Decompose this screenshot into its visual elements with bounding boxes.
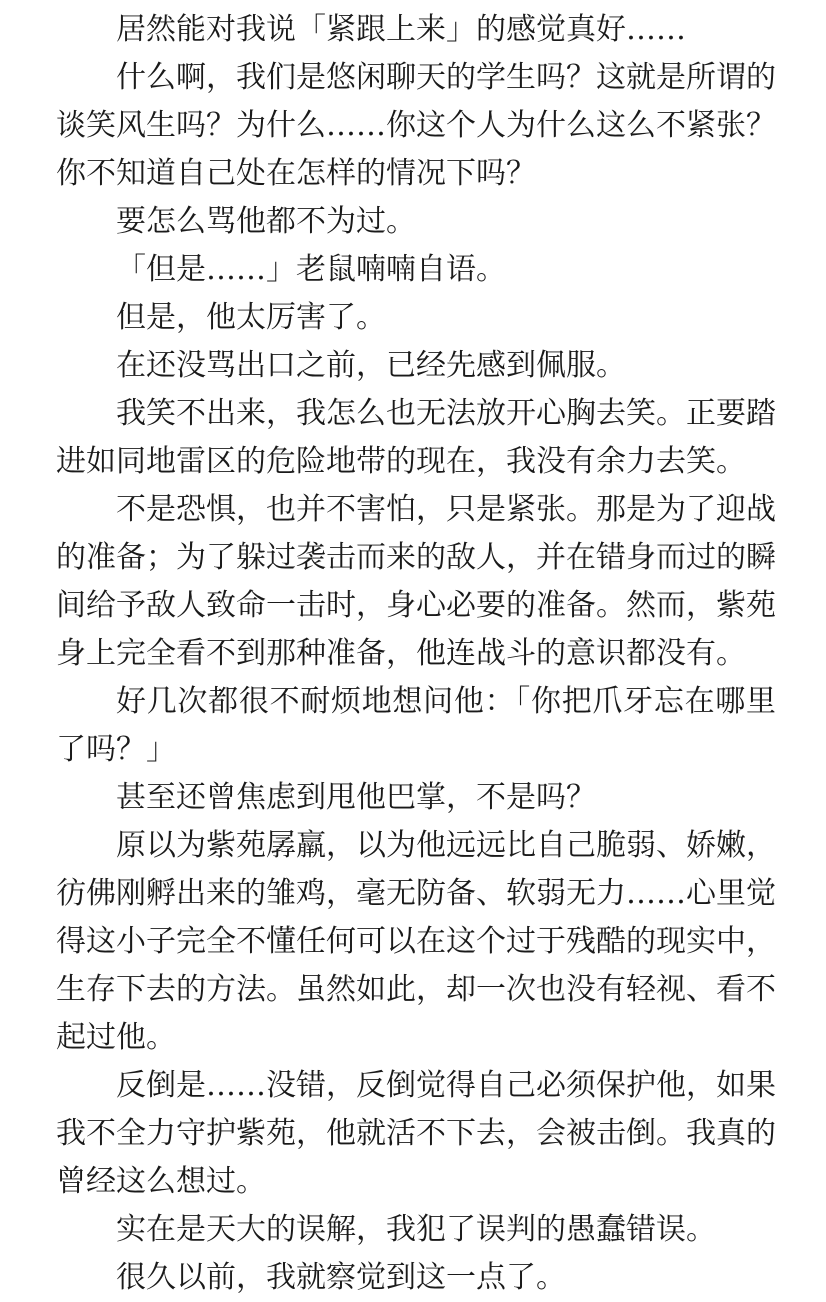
paragraph: 好几次都很不耐烦地想问他：「你把爪牙忘在哪里了吗？」: [56, 684, 776, 767]
paragraph: 我笑不出来，我怎么也无法放开心胸去笑。正要踏进如同地雷区的危险地带的现在，我没有余力去笑。: [56, 396, 776, 479]
document-page: [56, 6, 776, 1302]
paragraph: 居然能对我说「紧跟上来」的感觉真好……: [116, 12, 686, 47]
paragraph: 但是，他太厉害了。: [116, 300, 386, 335]
paragraph: 不是恐惧，也并不害怕，只是紧张。那是为了迎战的准备；为了躲过袭击而来的敌人，并在错身而过的瞬间给予敌人致命一击时，身心必要的准备。然而，紫苑身上完全看不到那种准备，他连战斗的意识都没有。: [56, 492, 776, 671]
paragraph: 「但是……」老鼠喃喃自语。: [116, 252, 506, 287]
paragraph: 原以为紫苑孱羸，以为他远远比自己脆弱、娇嫩，彷佛刚孵出来的雏鸡，毫无防备、软弱无力……心里觉得这小子完全不懂任何可以在这个过于残酷的现实中，生存下去的方法。虽然如此，却一次也没有轻视、看不起过他。: [56, 828, 776, 1055]
paragraph: 在还没骂出口之前，已经先感到佩服。: [116, 348, 626, 383]
paragraph: 很久以前，我就察觉到这一点了。: [116, 1260, 566, 1295]
paragraph: 甚至还曾焦虑到甩他巴掌，不是吗？: [116, 780, 596, 815]
paragraph: 什么啊，我们是悠闲聊天的学生吗？这就是所谓的谈笑风生吗？为什么……你这个人为什么这么不紧张？你不知道自己处在怎样的情况下吗？: [56, 60, 776, 191]
paragraph: 要怎么骂他都不为过。: [116, 204, 416, 239]
paragraph: 反倒是……没错，反倒觉得自己必须保护他，如果我不全力守护紫苑，他就活不下去，会被击倒。我真的曾经这么想过。: [56, 1068, 776, 1199]
paragraph: 实在是天大的误解，我犯了误判的愚蠢错误。: [116, 1212, 716, 1247]
